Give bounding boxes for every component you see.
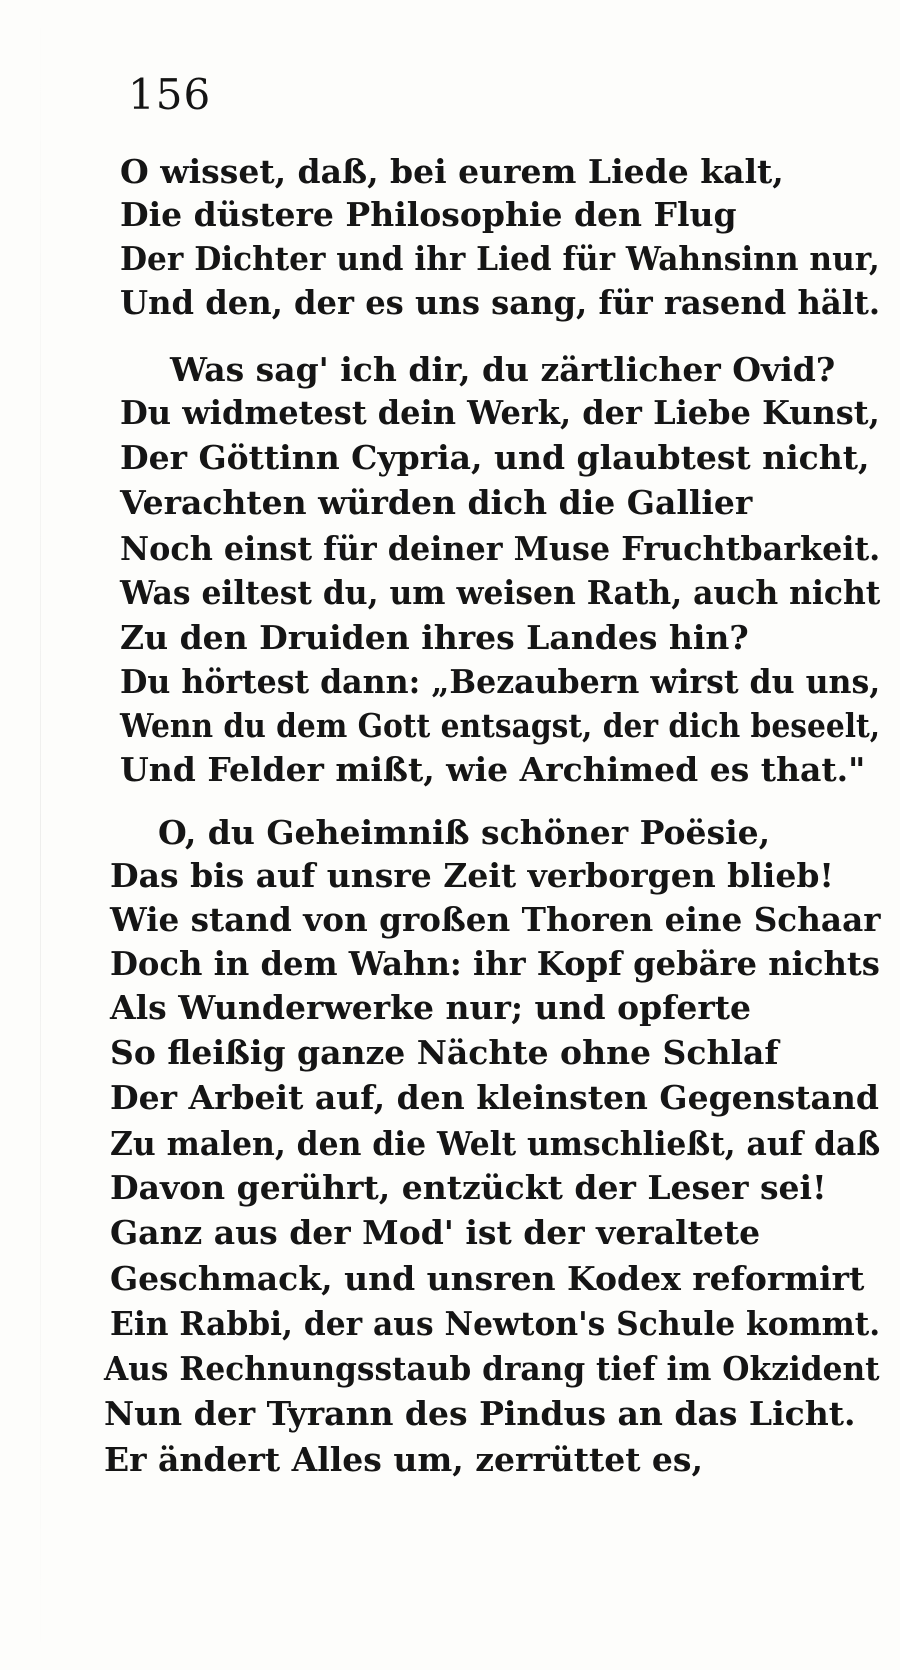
verse-line: Als Wunderwerke nur; und opferte — [110, 988, 752, 1027]
verse-line: Und Felder mißt, wie Archimed es that." — [120, 750, 866, 789]
verse-line: Doch in dem Wahn: ihr Kopf gebäre nichts — [110, 944, 880, 983]
verse-line: Wenn du dem Gott entsagst, der dich beseelt, — [120, 706, 881, 745]
verse-line: So fleißig ganze Nächte ohne Schlaf — [110, 1033, 779, 1072]
verse-line: Du hörtest dann: „Bezaubern wirst du uns, — [120, 662, 881, 701]
verse-line: Geschmack, und unsren Kodex reformirt — [110, 1259, 865, 1298]
verse-line: Der Göttinn Cypria, und glaubtest nicht, — [120, 438, 870, 477]
verse-line: Er ändert Alles um, zerrüttet es, — [104, 1440, 703, 1479]
verse-line: Was eiltest du, um weisen Rath, auch nicht — [120, 573, 881, 612]
verse-line: Nun der Tyrann des Pindus an das Licht. — [104, 1394, 856, 1433]
verse-line: Wie stand von großen Thoren eine Schaar — [110, 900, 881, 939]
verse-line: Und den, der es uns sang, für rasend hält. — [120, 283, 881, 322]
page-number: 156 — [128, 70, 212, 119]
verse-line: Noch einst für deiner Muse Fruchtbarkeit. — [120, 529, 881, 568]
verse-line: Verachten würden dich die Gallier — [120, 483, 753, 522]
verse-line: Zu malen, den die Welt umschließt, auf daß — [110, 1124, 881, 1163]
verse-line: Die düstere Philosophie den Flug — [120, 195, 737, 234]
verse-line: Ganz aus der Mod' ist der veraltete — [110, 1213, 761, 1252]
verse-line: Das bis auf unsre Zeit verborgen blieb! — [110, 856, 834, 895]
verse-line: Aus Rechnungsstaub drang tief im Okzident — [104, 1349, 880, 1388]
verse-line: Davon gerührt, entzückt der Leser sei! — [110, 1168, 827, 1207]
page-fold-shadow — [40, 0, 41, 1670]
verse-line: Zu den Druiden ihres Landes hin? — [120, 618, 749, 657]
verse-line: O, du Geheimniß schöner Poësie, — [158, 813, 771, 852]
verse-line: Was sag' ich dir, du zärtlicher Ovid? — [170, 350, 836, 389]
verse-line: Ein Rabbi, der aus Newton's Schule kommt. — [110, 1304, 881, 1343]
verse-line: Der Arbeit auf, den kleinsten Gegenstand — [110, 1078, 879, 1117]
verse-line: Du widmetest dein Werk, der Liebe Kunst, — [120, 393, 880, 432]
verse-line: Der Dichter und ihr Lied für Wahnsinn nur, — [120, 239, 880, 278]
verse-line: O wisset, daß, bei eurem Liede kalt, — [120, 152, 784, 191]
